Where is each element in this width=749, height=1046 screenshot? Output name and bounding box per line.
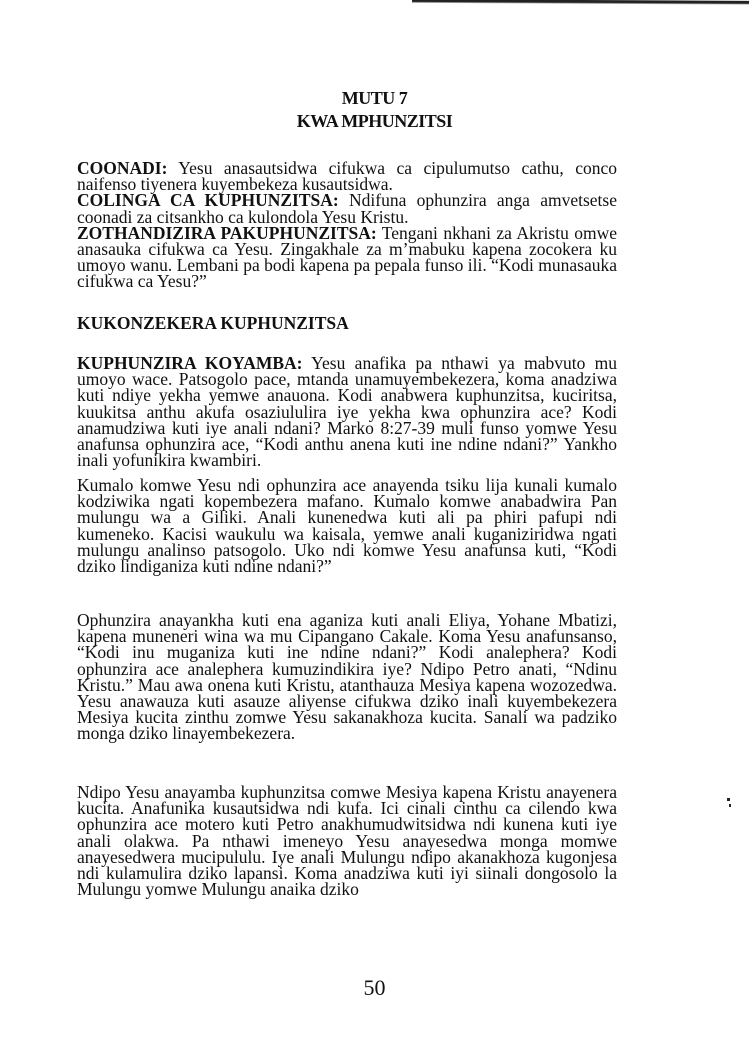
intro-text: Tengani nkhani za Akristu omwe anasauka cifukwa ca Yesu. Zingakhale za m’mabuku kapena zocokera ku umoyo wanu. Lembani pa bodi kapena pa pepala funso ili. “Kodi munasauka cifukwa ca Yesu?” xyxy=(77,222,617,292)
intro-goal xyxy=(77,190,617,227)
paragraph-label: KUPHUNZIRA KOYAMBA: xyxy=(77,353,303,373)
chapter-title: MUTU 7 xyxy=(341,88,408,108)
intro-materials xyxy=(77,222,617,292)
intro-block xyxy=(77,160,617,290)
intro-text: Yesu anasautsidwa cifukwa ca cipulumutso cathu, conco naifenso tiyenera kuyembekeza kusautsidwa. xyxy=(77,158,617,195)
section-heading: KUKONZEKERA KUPHUNZITSA xyxy=(77,313,349,333)
scan-speck xyxy=(729,804,731,807)
intro-label: COLINGA CA KUPHUNZITSA: xyxy=(77,190,339,211)
scan-edge-line xyxy=(412,0,749,5)
paragraph-text: Ophunzira anayankha kuti ena aganiza kuti anali Eliya, Yohane Mbatizi, kapena muneneri wina wa mu Cipangano Cakale. Koma Yesu anafunsanso, “Kodi inu muganiza kuti ine ndine ndani?” Kodi analephera? Kodi ophunzira ace analephera kumuzindikira iye? Ndipo Petro anati, “Ndinu Kristu.” Mau awa onena kuti Kristu, atanthauza Mesiya kapena wozozedwa. Yesu anawauza kuti asauze aliyense cifukwa dziko inali kuyembekezera Mesiya kucita zinthu zomwe Yesu sakanakhoza kucita. Sanali wa padziko monga dziko linayembekezera. xyxy=(77,610,617,744)
paragraph xyxy=(77,475,617,577)
intro-truth xyxy=(77,158,617,195)
paragraph-text: Yesu anafika pa nthawi ya mabvuto mu umoyo wace. Patsogolo pace, mtanda unamuyembekezera, koma anadziwa kuti ndiye yekha yemwe anauona. Kodi anabwera kuphunzitsa, kuciritsa, kuukitsa anthu akufa osaziululira iye yekha kwa ophunzira ace? Kodi anamudziwa kuti iye anali ndani? Marko 8:27-39 muli funso yomwe Yesu anafunsa ophunzira ace, “Kodi anthu anena kuti ine ndine ndani?” Yankho inali yofunikira kwambiri. xyxy=(77,353,617,471)
chapter-subtitle: KWA MPHUNZITSI xyxy=(296,111,453,131)
scan-speck xyxy=(727,798,730,801)
intro-label: ZOTHANDIZIRA PAKUPHUNZITSA: xyxy=(77,222,377,243)
intro-label: COONADI: xyxy=(77,158,168,178)
intro-text: Ndifuna ophunzira anga amvetsetse coonadi za citsankho ca kulondola Yesu Kristu. xyxy=(77,190,617,227)
page-number: 50 xyxy=(363,975,386,1000)
paragraph-text: Ndipo Yesu anayamba kuphunzitsa comwe Mesiya kapena Kristu anayenera kucita. Anafunika kusautsidwa ndi kufa. Ici cinali cinthu ca cilendo kwa ophunzira ace motero kuti Petro anakhumudwitsidwa ndi kunena kuti iye anali olakwa. Pa nthawi imeneyo Yesu anayesedwa monga momwe anayesedwera mucipululu. Iye anali Mulungu ndipo akanakhoza kugonjesa ndi kulamulira dziko lapansi. Koma anadziwa kuti iyi siinali dongosolo la Mulungu yomwe Mulungu anaika dziko xyxy=(77,782,617,900)
paragraph-first xyxy=(77,353,617,471)
paragraph xyxy=(77,782,617,900)
paragraph xyxy=(77,612,617,742)
paragraph-text: Kumalo komwe Yesu ndi ophunzira ace anayenda tsiku lija kunali kumalo kodziwika ngati kopembezera mafano. Kumalo komwe anabadwira Pan mulungu wa a Giliki. Anali kunenedwa kuti ali pa phiri pafupi ndi kumeneko. Kacisi waukulu wa kaisala, yemwe anali kuganiziridwa ngati mulungu analinso patsogolo. Uko ndi komwe Yesu anafunsa kuti, “Kodi dziko lindiganiza kuti ndine ndani?” xyxy=(77,475,617,577)
